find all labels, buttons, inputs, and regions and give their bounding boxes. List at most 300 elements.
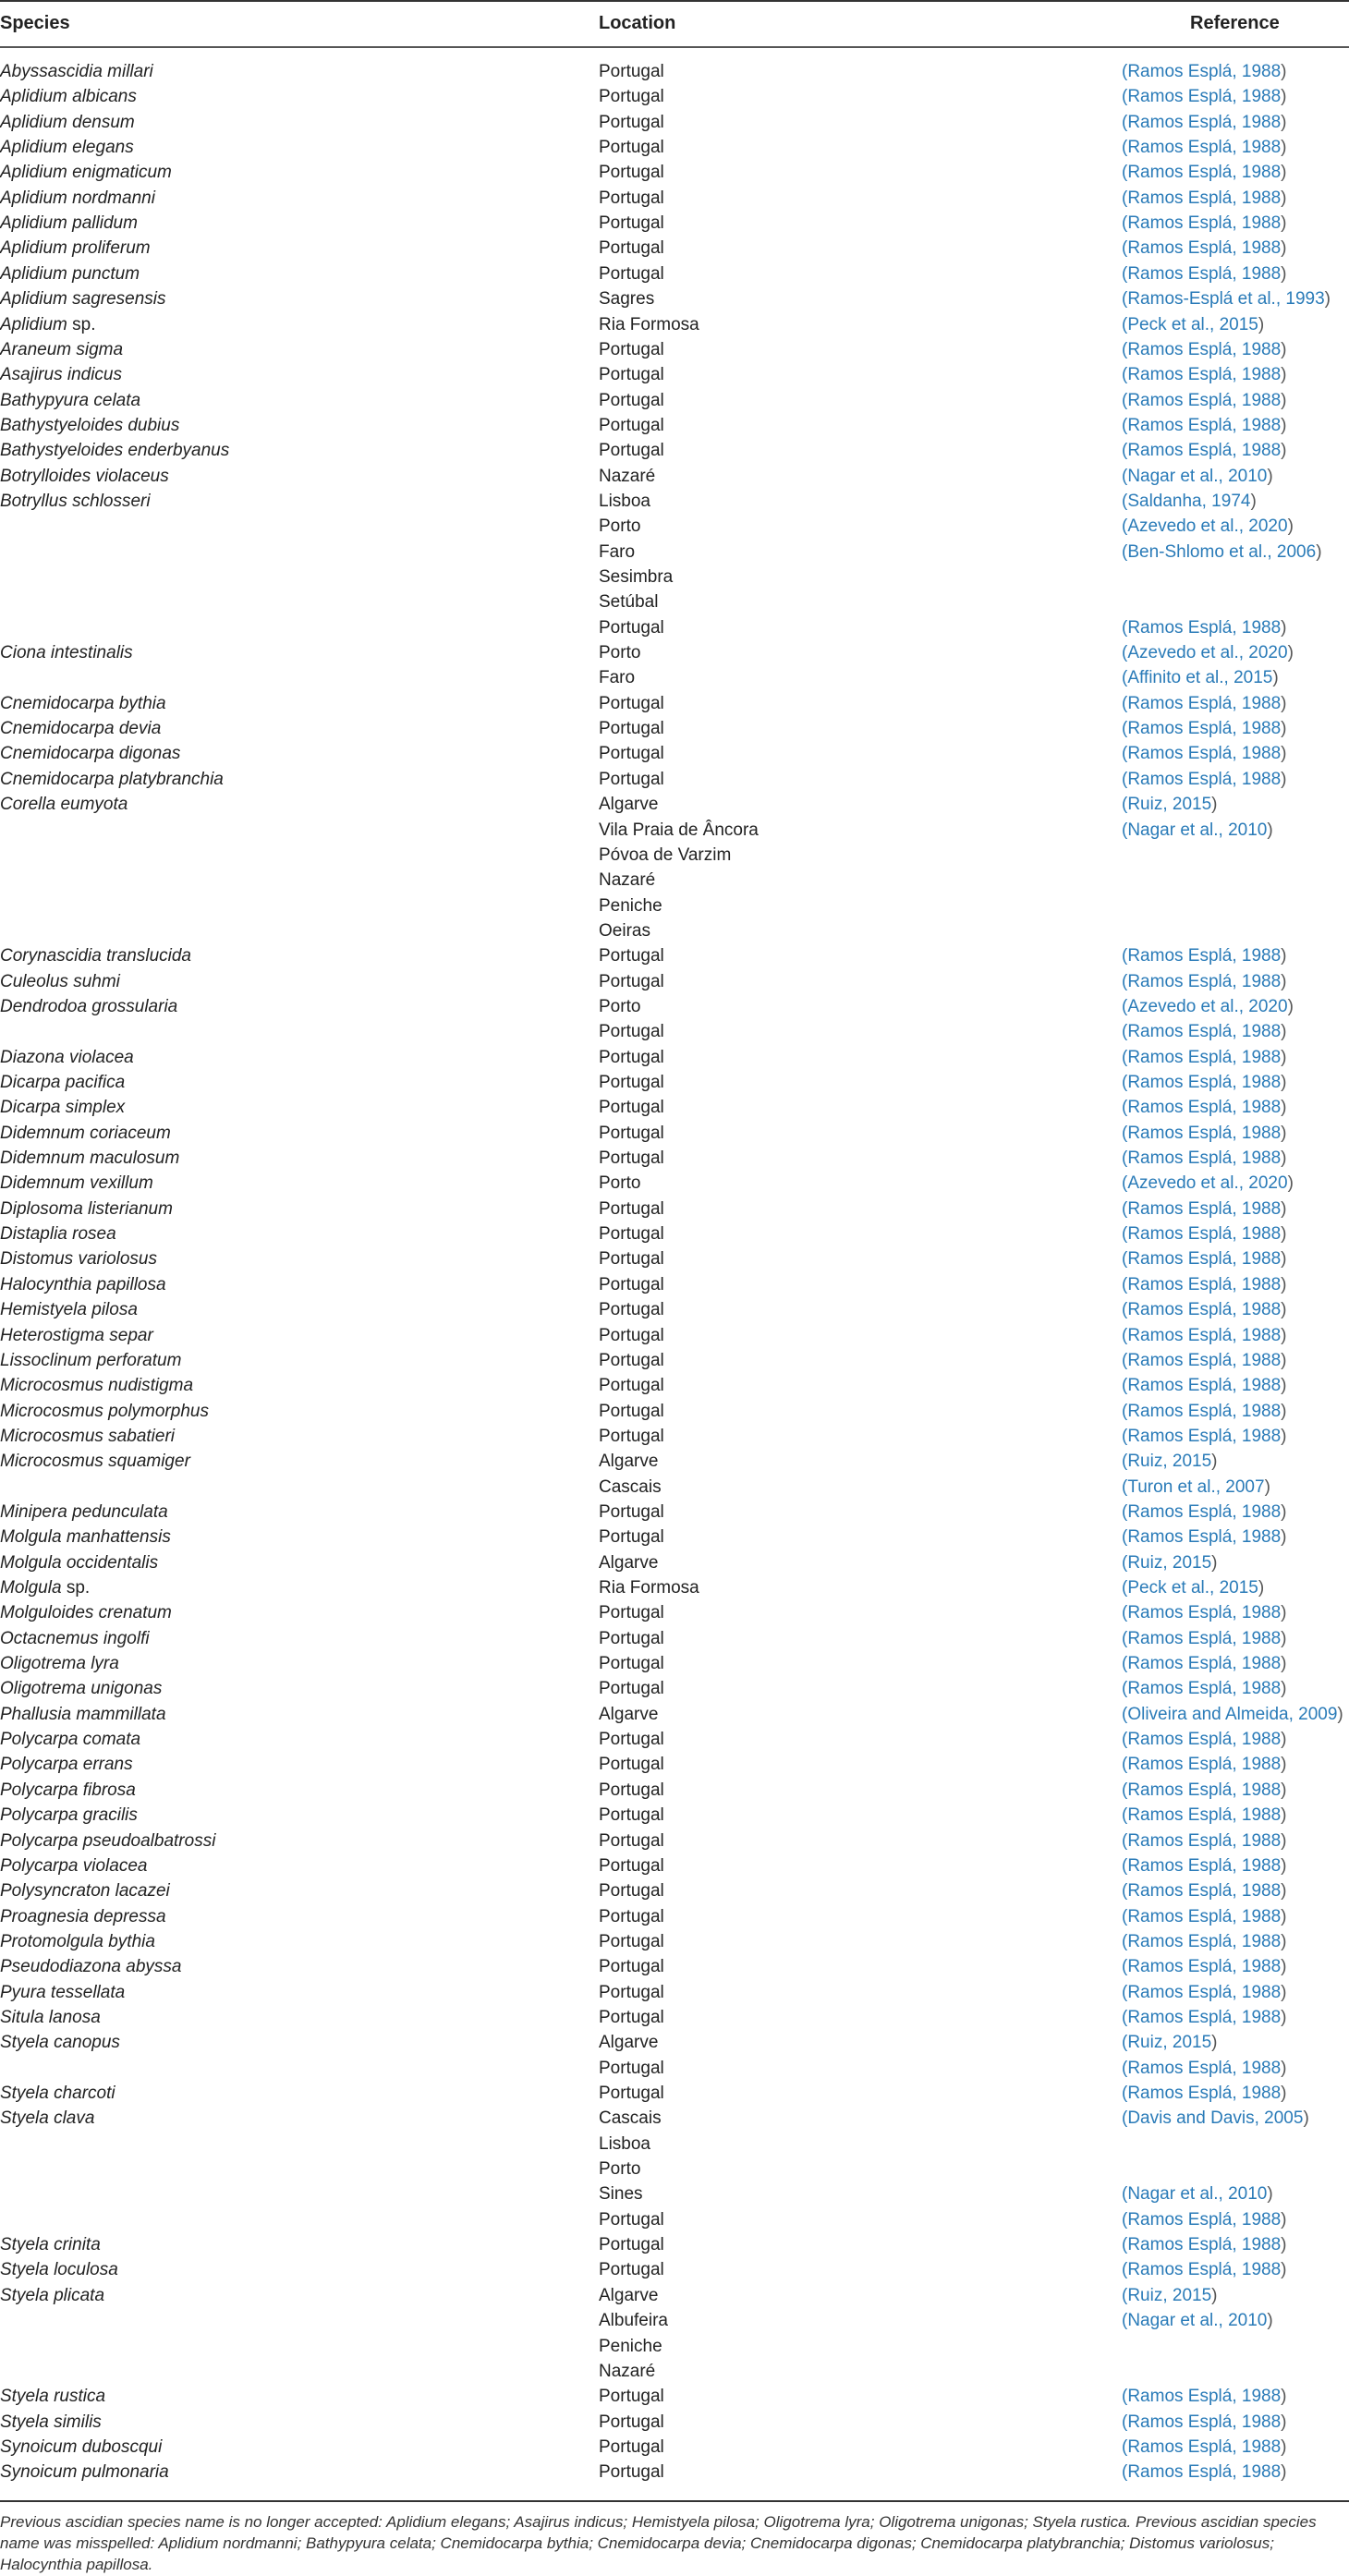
table-row	[0, 286, 1349, 311]
reference-link[interactable]: Ramos Esplá, 1988	[1127, 112, 1282, 132]
reference-cell: (Ramos Esplá, 1988)	[1122, 1906, 1287, 1926]
reference-link[interactable]: Ruiz, 2015	[1127, 795, 1212, 815]
species-cell	[0, 691, 166, 716]
reference-link[interactable]: Ramos Esplá, 1988	[1127, 2235, 1282, 2255]
reference-link[interactable]: Ramos Esplá, 1988	[1127, 2058, 1282, 2078]
species-cell	[0, 1449, 190, 1474]
reference-link[interactable]: Ramos Esplá, 1988	[1127, 1300, 1282, 1320]
location-cell: Cascais	[599, 1476, 662, 1497]
location-cell: Portugal	[599, 1982, 664, 2002]
location-cell: Portugal	[599, 138, 664, 158]
reference-link[interactable]: Peck et al., 2015	[1127, 314, 1258, 334]
reference-cell: (Ramos Esplá, 1988)	[1122, 1679, 1287, 1699]
species-name: Hemistyela pilosa	[0, 1300, 138, 1320]
reference-link[interactable]: Peck et al., 2015	[1127, 1578, 1258, 1598]
reference-cell: (Ramos Esplá, 1988)	[1122, 339, 1287, 359]
species-name: Cnemidocarpa bythia	[0, 693, 166, 713]
location-cell: Portugal	[599, 163, 664, 183]
reference-link[interactable]: Ramos Esplá, 1988	[1127, 1830, 1282, 1851]
reference-link[interactable]: Ramos Esplá, 1988	[1127, 693, 1282, 713]
table-bottom-rule	[0, 2500, 1349, 2502]
species-name: Aplidium densum	[0, 112, 135, 132]
location-cell: Portugal	[599, 1426, 664, 1446]
reference-link[interactable]: Ramos Esplá, 1988	[1127, 1426, 1282, 1446]
reference-link[interactable]: Ramos Esplá, 1988	[1127, 2007, 1282, 2027]
location-cell: Cascais	[599, 2108, 662, 2129]
table-row	[0, 2283, 1349, 2308]
species-cell	[0, 2410, 102, 2435]
species-name: Cnemidocarpa platybranchia	[0, 769, 224, 789]
reference-link[interactable]: Ruiz, 2015	[1127, 1552, 1212, 1573]
species-cell	[0, 84, 137, 109]
reference-cell: (Ramos Esplá, 1988)	[1122, 163, 1287, 183]
species-name: Didemnum coriaceum	[0, 1123, 171, 1143]
reference-cell: (Ramos Esplá, 1988)	[1122, 2462, 1287, 2483]
reference-link[interactable]: Ramos Esplá, 1988	[1127, 1881, 1282, 1902]
species-cell	[0, 489, 151, 514]
reference-cell: (Ruiz, 2015)	[1122, 2285, 1218, 2305]
reference-link[interactable]: Oliveira and Almeida, 2009	[1127, 1704, 1338, 1724]
species-cell	[0, 1752, 133, 1777]
species-name: Microcosmus squamiger	[0, 1452, 190, 1472]
reference-cell: (Ramos Esplá, 1988)	[1122, 1628, 1287, 1648]
table-row	[0, 464, 1349, 489]
location-cell: Portugal	[599, 1603, 664, 1623]
reference-link[interactable]: Affinito et al., 2015	[1127, 668, 1273, 688]
species-name: Styela charcoti	[0, 2084, 115, 2103]
table-row	[0, 994, 1349, 1019]
location-cell: Portugal	[599, 1957, 664, 1977]
reference-link[interactable]: Ramos Esplá, 1988	[1127, 1198, 1282, 1219]
reference-cell: (Ramos Esplá, 1988)	[1122, 1805, 1287, 1826]
table-row	[0, 2081, 1349, 2106]
table-row	[0, 893, 1349, 918]
reference-cell: (Ramos Esplá, 1988)	[1122, 213, 1287, 234]
species-cell	[0, 1980, 125, 2005]
reference-link[interactable]: Ramos Esplá, 1988	[1127, 62, 1282, 81]
reference-cell: (Peck et al., 2015)	[1122, 1578, 1265, 1598]
location-cell: Portugal	[599, 2462, 664, 2483]
reference-cell: (Nagar et al., 2010)	[1122, 2184, 1273, 2205]
location-cell: Lisboa	[599, 491, 650, 511]
species-name: Aplidium punctum	[0, 263, 140, 284]
reference-link[interactable]: Ramos Esplá, 1988	[1127, 1906, 1282, 1926]
species-name: Dicarpa simplex	[0, 1098, 126, 1118]
table-row	[0, 1752, 1349, 1777]
species-cell	[0, 2283, 104, 2308]
reference-link[interactable]: Ramos Esplá, 1988	[1127, 163, 1282, 183]
table-footnote: Previous ascidian species name is no longer accepted: Aplidium elegans; Asajirus indicus; Hemistyela pilosa; Oligotrema lyra; Oligotrema unigonas; Styela rustica. Previous ascidian species name was misspelled: Aplidium nordmanni; Bathypyura celata; Cnemidocarpa bythia; Cnemidocarpa devia; Cnemidocarpa digonas; Cnemidocarpa platybranchia; Distomus variolosus; Halocynthia papillosa.	[0, 2513, 1317, 2573]
reference-cell: (Ramos Esplá, 1988)	[1122, 1830, 1287, 1851]
location-cell: Portugal	[599, 2084, 664, 2103]
reference-link[interactable]: Ramos Esplá, 1988	[1127, 1274, 1282, 1294]
reference-cell: (Azevedo et al., 2020)	[1122, 1173, 1294, 1194]
reference-link[interactable]: Ramos Esplá, 1988	[1127, 1755, 1282, 1775]
species-cell	[0, 1954, 181, 1979]
species-name: Polysyncraton lacazei	[0, 1881, 170, 1902]
species-cell	[0, 464, 169, 489]
table-row	[0, 767, 1349, 792]
reference-link[interactable]: Ramos Esplá, 1988	[1127, 1123, 1282, 1143]
reference-link[interactable]: Ramos Esplá, 1988	[1127, 1350, 1282, 1370]
location-cell: Portugal	[599, 1755, 664, 1775]
reference-link[interactable]: Nagar et al., 2010	[1127, 2184, 1268, 2205]
species-name: Didemnum maculosum	[0, 1148, 180, 1169]
table-row	[0, 186, 1349, 211]
species-cell	[0, 1904, 166, 1929]
location-cell: Peniche	[599, 895, 662, 916]
species-name: Botryllus schlosseri	[0, 491, 151, 511]
reference-cell: (Nagar et al., 2010)	[1122, 820, 1273, 840]
location-cell: Portugal	[599, 87, 664, 107]
species-cell	[0, 1121, 171, 1146]
location-cell: Portugal	[599, 1780, 664, 1800]
species-cell	[0, 312, 96, 337]
species-cell	[0, 1146, 179, 1171]
table-row	[0, 1399, 1349, 1424]
table-row	[0, 2106, 1349, 2131]
reference-link[interactable]: Turon et al., 2007	[1127, 1476, 1265, 1497]
reference-link[interactable]: Ramos Esplá, 1988	[1127, 1855, 1282, 1876]
species-name: Molgula manhattensis	[0, 1527, 171, 1548]
reference-link[interactable]: Ramos Esplá, 1988	[1127, 87, 1282, 107]
table-row	[0, 413, 1349, 438]
reference-cell: (Azevedo et al., 2020)	[1122, 996, 1294, 1016]
species-name: Microcosmus polymorphus	[0, 1401, 209, 1421]
table-row	[0, 2460, 1349, 2485]
reference-link[interactable]: Ramos Esplá, 1988	[1127, 1654, 1282, 1674]
species-name: Polycarpa fibrosa	[0, 1780, 136, 1800]
location-cell: Portugal	[599, 2260, 664, 2280]
reference-link[interactable]: Nagar et al., 2010	[1127, 820, 1268, 840]
reference-link[interactable]: Ramos Esplá, 1988	[1127, 188, 1282, 208]
species-name: Styela crinita	[0, 2235, 101, 2255]
location-cell: Setúbal	[599, 592, 659, 613]
reference-link[interactable]: Azevedo et al., 2020	[1127, 516, 1288, 537]
location-cell: Portugal	[599, 1501, 664, 1522]
reference-link[interactable]: Ruiz, 2015	[1127, 2285, 1212, 2305]
reference-link[interactable]: Ramos Esplá, 1988	[1127, 339, 1282, 359]
reference-cell: (Ramos Esplá, 1988)	[1122, 1047, 1287, 1067]
table-row	[0, 489, 1349, 514]
species-name: Bathypyura celata	[0, 390, 141, 410]
species-cell	[0, 211, 138, 236]
location-cell: Portugal	[599, 1855, 664, 1876]
location-cell: Albufeira	[599, 2311, 668, 2331]
species-name: Halocynthia papillosa	[0, 1274, 166, 1294]
location-cell: Nazaré	[599, 466, 656, 486]
reference-link[interactable]: Ramos Esplá, 1988	[1127, 617, 1282, 638]
reference-cell: (Ramos Esplá, 1988)	[1122, 2436, 1287, 2457]
location-cell: Portugal	[599, 365, 664, 385]
location-cell: Portugal	[599, 1931, 664, 1951]
reference-link[interactable]: Ruiz, 2015	[1127, 2033, 1212, 2053]
reference-link[interactable]: Ramos Esplá, 1988	[1127, 1628, 1282, 1648]
reference-cell: (Turon et al., 2007)	[1122, 1476, 1270, 1497]
reference-cell: (Peck et al., 2015)	[1122, 314, 1265, 334]
reference-link[interactable]: Nagar et al., 2010	[1127, 466, 1268, 486]
reference-link[interactable]: Nagar et al., 2010	[1127, 2311, 1268, 2331]
reference-cell: (Ruiz, 2015)	[1122, 795, 1218, 815]
reference-cell: (Ramos Esplá, 1988)	[1122, 1501, 1287, 1522]
location-cell: Portugal	[599, 971, 664, 991]
species-cell	[0, 337, 123, 362]
reference-link[interactable]: Ramos Esplá, 1988	[1127, 1401, 1282, 1421]
reference-link[interactable]: Ruiz, 2015	[1127, 1452, 1212, 1472]
species-name: Styela plicata	[0, 2285, 105, 2305]
reference-link[interactable]: Ramos Esplá, 1988	[1127, 238, 1282, 259]
reference-link[interactable]: Davis and Davis, 2005	[1127, 2108, 1304, 2129]
species-name: Diplosoma listerianum	[0, 1198, 173, 1219]
table-row	[0, 540, 1349, 565]
reference-link[interactable]: Ramos Esplá, 1988	[1127, 263, 1282, 284]
species-name: Polycarpa violacea	[0, 1855, 148, 1876]
reference-link[interactable]: Ramos-Esplá et al., 1993	[1127, 289, 1325, 310]
reference-cell: (Ramos Esplá, 1988)	[1122, 1855, 1287, 1876]
reference-link[interactable]: Ramos Esplá, 1988	[1127, 2436, 1282, 2457]
table-row	[0, 741, 1349, 766]
location-cell: Portugal	[599, 188, 664, 208]
species-name: Bathystyeloides enderbyanus	[0, 441, 230, 461]
species-name: Pseudodiazona abyssa	[0, 1957, 182, 1977]
reference-link[interactable]: Ramos Esplá, 1988	[1127, 1224, 1282, 1245]
species-cell	[0, 160, 172, 185]
species-name: Octacnemus ingolfi	[0, 1628, 150, 1648]
reference-link[interactable]: Ramos Esplá, 1988	[1127, 365, 1282, 385]
species-name: Aplidium elegans	[0, 138, 134, 158]
reference-cell: (Nagar et al., 2010)	[1122, 2311, 1273, 2331]
reference-cell: (Ramos Esplá, 1988)	[1122, 1376, 1287, 1396]
species-cell	[0, 2081, 115, 2106]
reference-link[interactable]: Ramos Esplá, 1988	[1127, 744, 1282, 764]
reference-link[interactable]: Azevedo et al., 2020	[1127, 643, 1288, 663]
reference-link[interactable]: Ramos Esplá, 1988	[1127, 1527, 1282, 1548]
species-cell	[0, 2106, 94, 2131]
reference-cell: (Ruiz, 2015)	[1122, 2033, 1218, 2053]
species-cell	[0, 236, 151, 261]
reference-link[interactable]: Ramos Esplá, 1988	[1127, 1325, 1282, 1345]
species-cell	[0, 1853, 147, 1878]
reference-link[interactable]: Ramos Esplá, 1988	[1127, 1022, 1282, 1042]
reference-link[interactable]: Ramos Esplá, 1988	[1127, 1249, 1282, 1270]
location-cell: Algarve	[599, 1704, 659, 1724]
reference-cell: (Ramos Esplá, 1988)	[1122, 1022, 1287, 1042]
table-row	[0, 1221, 1349, 1246]
location-cell: Portugal	[599, 1527, 664, 1548]
table-row	[0, 2005, 1349, 2030]
reference-cell: (Ramos Esplá, 1988)	[1122, 390, 1287, 410]
species-name: Polycarpa comata	[0, 1730, 141, 1750]
header-reference: Reference	[1190, 13, 1280, 33]
species-cell	[0, 716, 161, 741]
reference-link[interactable]: Saldanha, 1974	[1127, 491, 1251, 511]
reference-cell: (Ramos Esplá, 1988)	[1122, 1350, 1287, 1370]
reference-cell: (Ramos Esplá, 1988)	[1122, 1881, 1287, 1902]
table-row	[0, 918, 1349, 943]
table-row	[0, 2232, 1349, 2257]
reference-link[interactable]: Ramos Esplá, 1988	[1127, 1931, 1282, 1951]
reference-link[interactable]: Ramos Esplá, 1988	[1127, 1376, 1282, 1396]
reference-cell: (Ramos Esplá, 1988)	[1122, 1401, 1287, 1421]
reference-link[interactable]: Ramos Esplá, 1988	[1127, 1679, 1282, 1699]
reference-cell: (Ramos Esplá, 1988)	[1122, 1224, 1287, 1245]
species-name: Proagnesia depressa	[0, 1906, 166, 1926]
reference-link[interactable]: Ramos Esplá, 1988	[1127, 2412, 1282, 2432]
location-cell: Portugal	[599, 112, 664, 132]
location-cell: Nazaré	[599, 870, 656, 891]
species-name: Phallusia mammillata	[0, 1704, 166, 1724]
reference-link[interactable]: Ramos Esplá, 1988	[1127, 138, 1282, 158]
location-cell: Portugal	[599, 1730, 664, 1750]
table-row	[0, 565, 1349, 589]
reference-link[interactable]: Ramos Esplá, 1988	[1127, 1780, 1282, 1800]
species-name: Polycarpa gracilis	[0, 1805, 138, 1826]
reference-link[interactable]: Ramos Esplá, 1988	[1127, 2260, 1282, 2280]
location-cell: Ria Formosa	[599, 1578, 699, 1598]
location-cell: Algarve	[599, 1452, 659, 1472]
species-cell	[0, 1727, 140, 1752]
location-cell: Portugal	[599, 1022, 664, 1042]
reference-link[interactable]: Ramos Esplá, 1988	[1127, 1957, 1282, 1977]
reference-link[interactable]: Ramos Esplá, 1988	[1127, 1982, 1282, 2002]
reference-cell: (Ramos Esplá, 1988)	[1122, 719, 1287, 739]
species-cell	[0, 2384, 105, 2409]
location-cell: Sesimbra	[599, 567, 674, 587]
location-cell: Portugal	[599, 1376, 664, 1396]
reference-link[interactable]: Ramos Esplá, 1988	[1127, 213, 1282, 234]
location-cell: Portugal	[599, 2412, 664, 2432]
species-cell	[0, 1829, 215, 1853]
species-name: Araneum sigma	[0, 339, 124, 359]
location-cell: Portugal	[599, 1098, 664, 1118]
table-row	[0, 2181, 1349, 2206]
reference-cell: (Ramos Esplá, 1988)	[1122, 693, 1287, 713]
reference-cell: (Ramos Esplá, 1988)	[1122, 2235, 1287, 2255]
species-cell	[0, 2435, 162, 2460]
reference-link[interactable]: Ramos Esplá, 1988	[1127, 441, 1282, 461]
location-cell: Algarve	[599, 2033, 659, 2053]
reference-link[interactable]: Ramos Esplá, 1988	[1127, 946, 1282, 966]
species-cell	[0, 2030, 120, 2055]
location-cell: Porto	[599, 516, 641, 537]
reference-link[interactable]: Ramos Esplá, 1988	[1127, 1098, 1282, 1118]
reference-link[interactable]: Azevedo et al., 2020	[1127, 996, 1288, 1016]
reference-link[interactable]: Ramos Esplá, 1988	[1127, 1603, 1282, 1623]
reference-link[interactable]: Ramos Esplá, 1988	[1127, 719, 1282, 739]
table-row	[0, 1727, 1349, 1752]
reference-link[interactable]: Ramos Esplá, 1988	[1127, 1805, 1282, 1826]
species-cell	[0, 1272, 166, 1297]
location-cell: Portugal	[599, 238, 664, 259]
reference-link[interactable]: Ramos Esplá, 1988	[1127, 769, 1282, 789]
species-cell	[0, 1575, 90, 1600]
reference-cell: (Ramos Esplá, 1988)	[1122, 263, 1287, 284]
table-row	[0, 818, 1349, 843]
species-cell	[0, 1399, 209, 1424]
species-cell	[0, 994, 177, 1019]
table-row	[0, 2257, 1349, 2282]
table-row	[0, 2030, 1349, 2055]
reference-link[interactable]: Ramos Esplá, 1988	[1127, 2462, 1282, 2483]
species-name: Dicarpa pacifica	[0, 1073, 126, 1092]
species-name: Pyura tessellata	[0, 1982, 126, 2002]
location-cell: Portugal	[599, 2007, 664, 2027]
reference-link[interactable]: Ramos Esplá, 1988	[1127, 971, 1282, 991]
reference-link[interactable]: Ramos Esplá, 1988	[1127, 2084, 1282, 2103]
species-name: Bathystyeloides dubius	[0, 415, 180, 435]
reference-link[interactable]: Ramos Esplá, 1988	[1127, 1073, 1282, 1092]
table-row	[0, 1550, 1349, 1575]
species-cell	[0, 186, 155, 211]
reference-link[interactable]: Ben-Shlomo et al., 2006	[1127, 541, 1317, 562]
table-row	[0, 2056, 1349, 2081]
species-cell	[0, 640, 133, 665]
table-row	[0, 514, 1349, 539]
species-name: Aplidium nordmanni	[0, 188, 155, 208]
table-row	[0, 110, 1349, 135]
table-row	[0, 1525, 1349, 1549]
reference-cell: (Ramos Esplá, 1988)	[1122, 744, 1287, 764]
location-cell: Lisboa	[599, 2133, 650, 2154]
reference-link[interactable]: Ramos Esplá, 1988	[1127, 2209, 1282, 2230]
reference-cell: (Ramos Esplá, 1988)	[1122, 1249, 1287, 1270]
species-cell	[0, 1297, 138, 1322]
location-cell: Portugal	[599, 1906, 664, 1926]
location-cell: Portugal	[599, 263, 664, 284]
reference-link[interactable]: Ramos Esplá, 1988	[1127, 415, 1282, 435]
location-cell: Algarve	[599, 795, 659, 815]
location-cell: Portugal	[599, 2058, 664, 2078]
species-name: Polycarpa errans	[0, 1755, 133, 1775]
species-cell	[0, 1929, 155, 1954]
species-name: Aplidium sagresensis	[0, 289, 166, 310]
location-cell: Portugal	[599, 1679, 664, 1699]
table-row	[0, 1323, 1349, 1348]
reference-link[interactable]: Ramos Esplá, 1988	[1127, 2387, 1282, 2407]
reference-cell: (Ramos Esplá, 1988)	[1122, 365, 1287, 385]
location-cell: Porto	[599, 643, 641, 663]
reference-link[interactable]: Ramos Esplá, 1988	[1127, 1730, 1282, 1750]
species-name: Microcosmus nudistigma	[0, 1376, 194, 1396]
reference-cell: (Ramos Esplá, 1988)	[1122, 2007, 1287, 2027]
table-row	[0, 2157, 1349, 2181]
location-cell: Portugal	[599, 1881, 664, 1902]
table-row	[0, 1019, 1349, 1044]
reference-cell: (Ramos Esplá, 1988)	[1122, 441, 1287, 461]
table-row	[0, 2308, 1349, 2333]
species-cell	[0, 741, 180, 766]
reference-cell: (Davis and Davis, 2005)	[1122, 2108, 1309, 2129]
species-name: Synoicum pulmonaria	[0, 2462, 169, 2483]
species-name: Polycarpa pseudoalbatrossi	[0, 1830, 216, 1851]
reference-link[interactable]: Ramos Esplá, 1988	[1127, 390, 1282, 410]
species-name: Microcosmus sabatieri	[0, 1426, 175, 1446]
reference-link[interactable]: Ramos Esplá, 1988	[1127, 1501, 1282, 1522]
species-cell	[0, 1525, 171, 1549]
species-name: Aplidium	[0, 314, 67, 334]
species-cell	[0, 1600, 172, 1625]
species-name: Corynascidia translucida	[0, 946, 191, 966]
table-row	[0, 691, 1349, 716]
reference-link[interactable]: Ramos Esplá, 1988	[1127, 1148, 1282, 1169]
location-cell: Portugal	[599, 1300, 664, 1320]
table-row	[0, 2384, 1349, 2409]
location-cell: Portugal	[599, 1805, 664, 1826]
reference-link[interactable]: Ramos Esplá, 1988	[1127, 1047, 1282, 1067]
reference-link[interactable]: Azevedo et al., 2020	[1127, 1173, 1288, 1194]
reference-cell: (Ruiz, 2015)	[1122, 1552, 1218, 1573]
reference-cell: (Ramos Esplá, 1988)	[1122, 1931, 1287, 1951]
